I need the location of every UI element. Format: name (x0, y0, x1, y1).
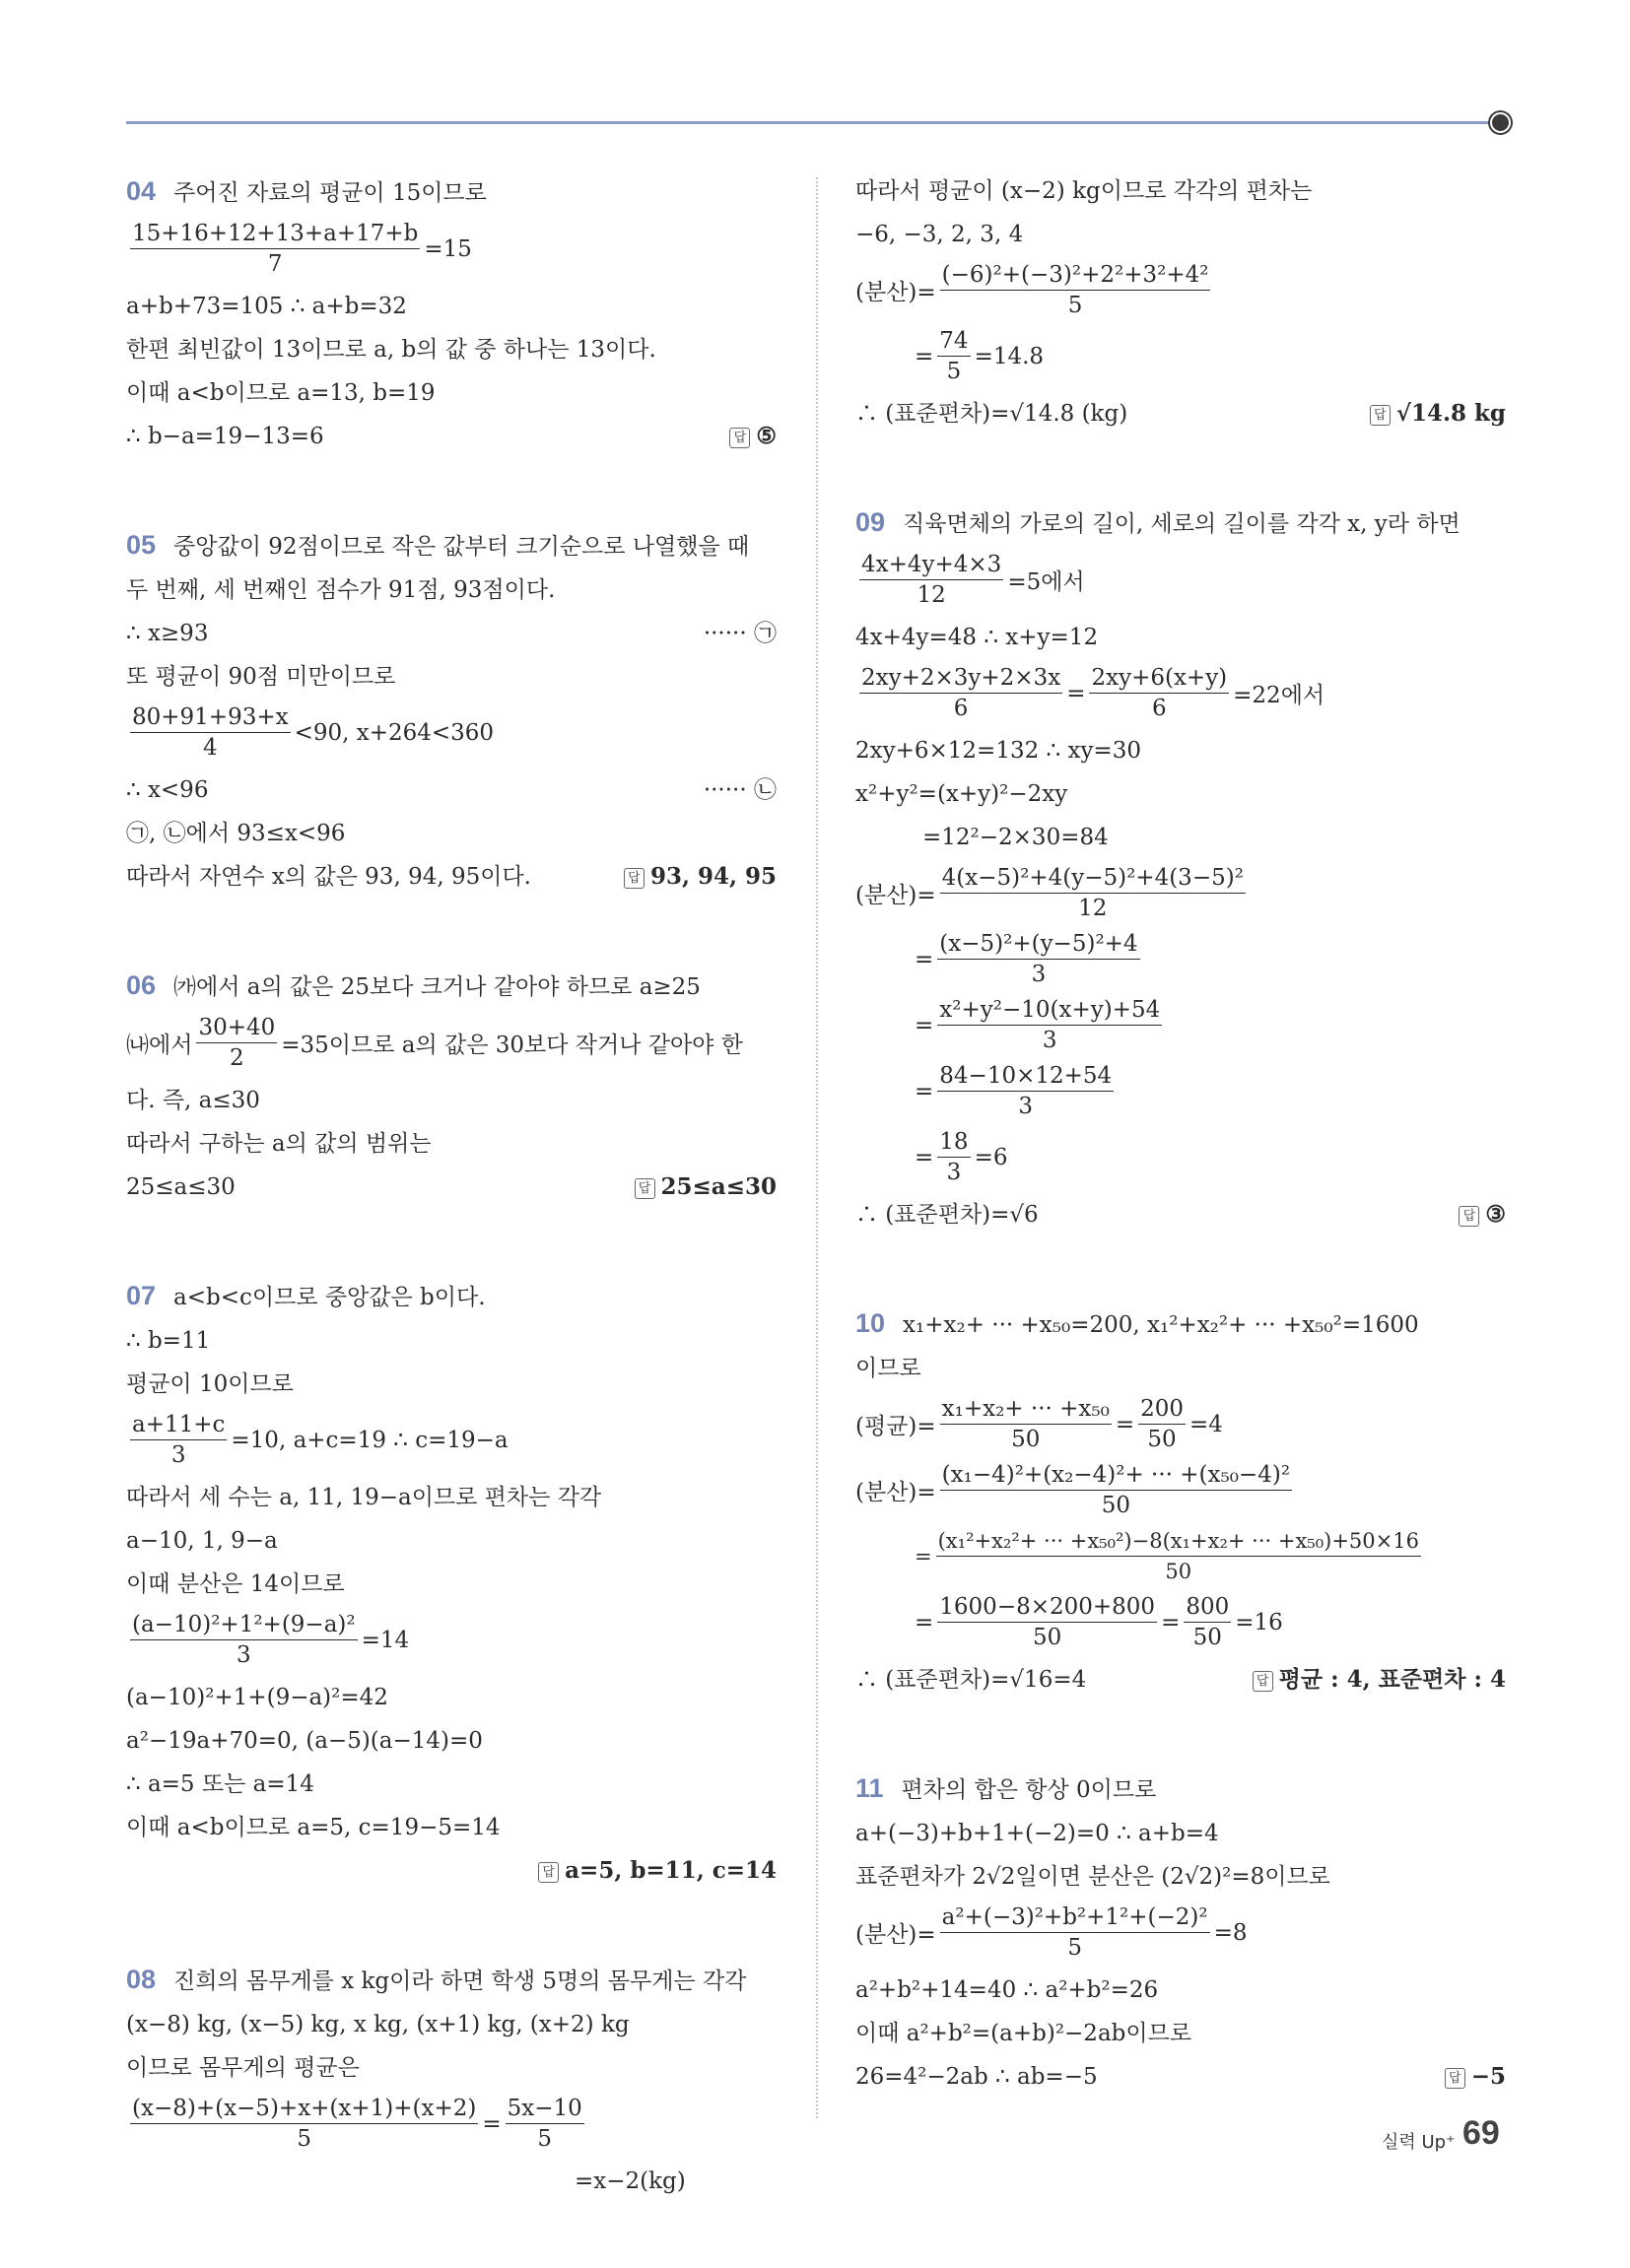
fraction (940, 260, 1211, 320)
equals-sign: = (915, 1012, 934, 1038)
answer (635, 1166, 777, 1209)
problem-number: 09 (855, 507, 886, 537)
fraction (940, 1902, 1210, 1963)
numerator: 18 (937, 1127, 970, 1158)
denominator: 50 (1192, 1625, 1222, 1650)
text-line: 2xy+6×12=132 ∴ xy=30 (855, 738, 1141, 764)
equals-sign: = (915, 1078, 934, 1104)
numerator: 30+40 (196, 1013, 277, 1043)
answer-value: √14.8 kg (1395, 400, 1506, 427)
text-line: (x−8) kg, (x−5) kg, x kg, (x+1) kg, (x+2) kg (126, 2012, 630, 2037)
text-line: 25≤a≤30 (126, 1174, 236, 1200)
fraction (937, 929, 1139, 989)
denominator: 2 (230, 1045, 244, 1071)
fraction (937, 1127, 970, 1187)
denominator: 6 (953, 696, 969, 721)
fraction (1184, 1592, 1231, 1652)
footer-label: 실력 Up⁺ (1382, 2132, 1456, 2153)
fraction-rest: =15 (424, 235, 472, 262)
numerator: 4x+4y+4×3 (859, 550, 1003, 580)
numerator: 800 (1184, 1592, 1231, 1623)
fraction-line (855, 1902, 1506, 1963)
problem-number: 10 (855, 1308, 886, 1338)
fraction-line (855, 929, 1506, 989)
text-line: a+(−3)+b+1+(−2)=0 ∴ a+b=4 (855, 1821, 1219, 1846)
fraction (1138, 1394, 1186, 1454)
text-line: 두 번째, 세 번째인 점수가 91점, 93점이다. (126, 577, 556, 603)
problem-number: 08 (126, 1965, 157, 1994)
fraction-line (126, 702, 777, 763)
numerator: 15+16+12+13+a+17+b (130, 219, 420, 249)
fraction-line (855, 1460, 1506, 1520)
problem-08-continued (855, 169, 1506, 435)
fraction (940, 1394, 1112, 1454)
denominator: 3 (170, 1442, 186, 1468)
fraction-line (126, 2094, 777, 2154)
condition-tag: ······ ㉡ (703, 777, 777, 803)
fraction-rest: =5에서 (1007, 569, 1085, 595)
numerator: 2xy+2×3y+2×3x (859, 663, 1062, 694)
text-line: 따라서 자연수 x의 값은 93, 94, 95이다. (126, 864, 531, 890)
text-line: a−10, 1, 9−a (126, 1528, 278, 1554)
denominator: 3 (236, 1642, 251, 1668)
denominator: 5 (1067, 1935, 1082, 1961)
right-column (855, 169, 1506, 2164)
text-line: 따라서 세 수는 a, 11, 19−a이므로 편차는 각각 (126, 1485, 602, 1510)
fraction-prefix: (분산)= (855, 1922, 936, 1948)
fraction-rest: =6 (974, 1144, 1008, 1170)
answer-mark-icon: 답 (538, 1862, 559, 1883)
answer-value: 93, 94, 95 (649, 863, 777, 890)
text-line: 편차의 합은 항상 0이므로 (901, 1777, 1157, 1803)
equals-sign: = (915, 1544, 932, 1568)
text-line: 이므로 (855, 1356, 921, 1381)
text-line: 한편 최빈값이 13이므로 a, b의 값 중 하나는 13이다. (126, 337, 656, 363)
fraction-rest: =16 (1235, 1609, 1283, 1635)
denominator: 3 (1042, 1028, 1057, 1053)
denominator: 5 (1067, 293, 1083, 318)
denominator: 4 (202, 735, 218, 761)
denominator: 12 (1078, 896, 1108, 921)
fraction (1089, 663, 1229, 723)
text-line: =12²−2×30=84 (922, 825, 1109, 850)
text-line: 평균이 10이므로 (126, 1371, 294, 1397)
problem-09 (855, 500, 1506, 1236)
fraction-prefix: ㈏에서 (126, 1033, 193, 1058)
text-line: ∴ b−a=19−13=6 (126, 424, 324, 449)
fraction-line (855, 1592, 1506, 1652)
fraction (859, 550, 1003, 610)
text-line: −6, −3, 2, 3, 4 (855, 222, 1024, 247)
text-line: 따라서 평균이 (x−2) kg이므로 각각의 편차는 (855, 178, 1313, 204)
fraction-rest: =14 (361, 1627, 410, 1653)
fraction-line (855, 260, 1506, 320)
text-line: ∴ (표준편차)=√16=4 (855, 1667, 1087, 1693)
text-line: 이므로 몸무게의 평균은 (126, 2055, 360, 2081)
numerator: (x−8)+(x−5)+x+(x+1)+(x+2) (130, 2094, 478, 2124)
fraction-line (126, 1013, 777, 1073)
column-divider (816, 177, 818, 2118)
fraction-rest: =35이므로 a의 값은 30보다 작거나 같아야 한 (281, 1033, 743, 1058)
numerator: (x₁²+x₂²+ ··· +x₅₀²)−8(x₁+x₂+ ··· +x₅₀)+50×16 (936, 1526, 1421, 1557)
fraction-line (855, 1127, 1506, 1187)
answer-value: a=5, b=11, c=14 (565, 1857, 777, 1884)
problem-number: 05 (126, 530, 157, 560)
text-line: 이때 a<b이므로 a=5, c=19−5=14 (126, 1815, 501, 1840)
fraction (937, 1061, 1114, 1121)
fraction (506, 2094, 584, 2154)
answer (624, 855, 777, 899)
fraction (936, 1526, 1421, 1586)
fraction-line (855, 550, 1506, 610)
text-line: 이때 분산은 14이므로 (126, 1571, 345, 1597)
text-line: 따라서 구하는 a의 값의 범위는 (126, 1131, 432, 1157)
fraction-prefix: (평균)= (855, 1414, 936, 1439)
text-line: x₁+x₂+ ··· +x₅₀=200, x₁²+x₂²+ ··· +x₅₀²=1600 (903, 1312, 1419, 1338)
numerator: 1600−8×200+800 (937, 1592, 1157, 1623)
numerator: 5x−10 (506, 2094, 584, 2124)
fraction-line (855, 995, 1506, 1055)
fraction (130, 702, 291, 763)
denominator: 3 (1018, 1094, 1034, 1119)
denominator: 6 (1151, 696, 1167, 721)
text-line: 직육면체의 가로의 길이, 세로의 길이를 각각 x, y라 하면 (903, 511, 1460, 537)
text-line: 진희의 몸무게를 x kg이라 하면 학생 5명의 몸무게는 각각 (173, 1968, 747, 1994)
numerator: 80+91+93+x (130, 702, 291, 733)
denominator: 7 (267, 251, 283, 277)
numerator: 84−10×12+54 (937, 1061, 1114, 1092)
numerator: (−6)²+(−3)²+2²+3²+4² (940, 260, 1211, 291)
denominator: 50 (1101, 1493, 1130, 1518)
answer-value: −5 (1470, 2063, 1506, 2090)
fraction (859, 663, 1062, 723)
text-line: a+b+73=105 ∴ a+b=32 (126, 294, 407, 319)
text-line: 중앙값이 92점이므로 작은 값부터 크기순으로 나열했을 때 (173, 534, 750, 560)
numerator: 2xy+6(x+y) (1089, 663, 1229, 694)
text-line: 또 평균이 90점 미만이므로 (126, 664, 396, 690)
text-line: 이때 a²+b²=(a+b)²−2ab이므로 (855, 2021, 1192, 2046)
text-line: ∴ x≥93 (126, 621, 209, 646)
equals-sign: = (1161, 1609, 1181, 1635)
fraction-line (855, 1526, 1506, 1586)
fraction-rest: =10, a+c=19 ∴ c=19−a (231, 1427, 509, 1453)
text-line: x²+y²=(x+y)²−2xy (855, 781, 1068, 807)
fraction (937, 326, 970, 386)
answer-mark-icon: 답 (1459, 1206, 1479, 1227)
text-line: 4x+4y=48 ∴ x+y=12 (855, 625, 1099, 650)
fraction-prefix: (분산)= (855, 1480, 936, 1505)
text-line: a²−19a+70=0, (a−5)(a−14)=0 (126, 1728, 483, 1754)
answer-mark-icon: 답 (729, 428, 750, 448)
answer-mark-icon: 답 (635, 1178, 655, 1199)
fraction-line (126, 219, 777, 279)
fraction-line (126, 1610, 777, 1670)
fraction (937, 995, 1162, 1055)
numerator: (a−10)²+1²+(9−a)² (130, 1610, 358, 1640)
numerator: x²+y²−10(x+y)+54 (937, 995, 1162, 1026)
text-line: 주어진 자료의 평균이 15이므로 (173, 180, 487, 206)
fraction (130, 2094, 478, 2154)
problem-04 (126, 169, 777, 458)
problem-number: 07 (126, 1281, 157, 1310)
denominator: 3 (946, 1160, 962, 1185)
text-line: ∴ b=11 (126, 1328, 211, 1354)
text-line: a²+b²+14=40 ∴ a²+b²=26 (855, 1977, 1159, 2003)
answer (1370, 392, 1506, 435)
denominator: 5 (946, 359, 962, 384)
fraction (940, 863, 1246, 923)
condition-tag: ······ ㉠ (703, 621, 777, 646)
numerator: 4(x−5)²+4(y−5)²+4(3−5)² (940, 863, 1246, 894)
numerator: 74 (937, 326, 970, 357)
problem-number: 04 (126, 176, 157, 206)
answer-mark-icon: 답 (1370, 405, 1391, 426)
answer (729, 415, 777, 458)
text-line: ∴ x<96 (126, 777, 209, 803)
problem-07 (126, 1274, 777, 1893)
equals-sign: = (915, 343, 934, 369)
fraction-line (855, 863, 1506, 923)
problem-11 (855, 1767, 1506, 2099)
numerator: (x₁−4)²+(x₂−4)²+ ··· +(x₅₀−4)² (940, 1460, 1292, 1491)
numerator: a+11+c (130, 1410, 227, 1440)
answer (538, 1849, 777, 1893)
text-line: =x−2(kg) (575, 2168, 686, 2194)
answer-mark-icon: 답 (1445, 2068, 1465, 2089)
text-line: ∴ a=5 또는 a=14 (126, 1771, 314, 1797)
text-line: ∴ (표준편차)=√6 (855, 1202, 1039, 1228)
denominator: 5 (297, 2126, 311, 2152)
answer (1253, 1658, 1506, 1701)
equals-sign: = (915, 1144, 934, 1170)
left-column (126, 169, 777, 2268)
answer-value: 평균 : 4, 표준편차 : 4 (1278, 1666, 1506, 1693)
text-line: (a−10)²+1+(9−a)²=42 (126, 1685, 388, 1710)
equals-sign: = (915, 1609, 934, 1635)
fraction (937, 1592, 1157, 1652)
equals-sign: = (482, 2110, 502, 2137)
answer-mark-icon: 답 (1253, 1671, 1273, 1692)
fraction (130, 1410, 227, 1470)
text-line: ㈎에서 a의 값은 25보다 크거나 같아야 하므로 a≥25 (173, 974, 701, 1000)
answer-value: 25≤a≤30 (660, 1173, 777, 1200)
answer-value: ⑤ (756, 423, 777, 449)
text-line: ㉠, ㉡에서 93≤x<96 (126, 821, 346, 846)
header-rule (126, 121, 1498, 124)
equals-sign: = (1115, 1411, 1135, 1437)
denominator: 3 (1031, 962, 1047, 987)
equals-sign: = (1066, 680, 1086, 706)
problem-number: 06 (126, 970, 157, 1000)
denominator: 50 (1165, 1560, 1192, 1583)
fraction (130, 1610, 358, 1670)
answer (1445, 2055, 1506, 2099)
fraction-rest: =4 (1189, 1411, 1223, 1437)
fraction-prefix: (분산)= (855, 280, 936, 305)
denominator: 50 (1147, 1427, 1177, 1452)
fraction-prefix: (분산)= (855, 883, 936, 908)
numerator: x₁+x₂+ ··· +x₅₀ (940, 1394, 1112, 1425)
numerator: a²+(−3)²+b²+1²+(−2)² (940, 1902, 1210, 1933)
problem-08 (126, 1958, 777, 2203)
answer (1459, 1193, 1506, 1236)
problem-number: 11 (855, 1773, 884, 1803)
fraction-line (855, 326, 1506, 386)
fraction-line (855, 1061, 1506, 1121)
answer-value: ③ (1485, 1201, 1506, 1228)
fraction-rest: =22에서 (1233, 683, 1325, 708)
answer-mark-icon: 답 (624, 868, 645, 889)
fraction (196, 1013, 277, 1073)
denominator: 50 (1011, 1427, 1041, 1452)
numerator: 200 (1138, 1394, 1186, 1425)
fraction-rest: <90, x+264<360 (294, 719, 495, 746)
text-line: 표준편차가 2√2일이면 분산은 (2√2)²=8이므로 (855, 1864, 1330, 1890)
problem-10 (855, 1301, 1506, 1701)
text-line: ∴ (표준편차)=√14.8 (kg) (855, 401, 1128, 427)
text-line: a<b<c이므로 중앙값은 b이다. (173, 1285, 486, 1310)
text-line: 26=4²−2ab ∴ ab=−5 (855, 2064, 1098, 2090)
page-number: 69 (1462, 2114, 1500, 2152)
text-line: 이때 a<b이므로 a=13, b=19 (126, 380, 436, 406)
numerator: (x−5)²+(y−5)²+4 (937, 929, 1139, 960)
problem-05 (126, 523, 777, 899)
fraction-rest: =8 (1213, 1919, 1248, 1946)
fraction-line (126, 1410, 777, 1470)
fraction (940, 1460, 1292, 1520)
text-line: 다. 즉, a≤30 (126, 1088, 260, 1113)
equals-sign: = (915, 946, 934, 972)
denominator: 12 (917, 582, 946, 608)
denominator: 50 (1033, 1625, 1062, 1650)
problem-06 (126, 964, 777, 1209)
fraction-line (855, 663, 1506, 723)
fraction-line (855, 1394, 1506, 1454)
header-dot (1492, 114, 1509, 131)
fraction (130, 219, 420, 279)
denominator: 5 (537, 2126, 553, 2152)
fraction-rest: =14.8 (974, 343, 1045, 369)
